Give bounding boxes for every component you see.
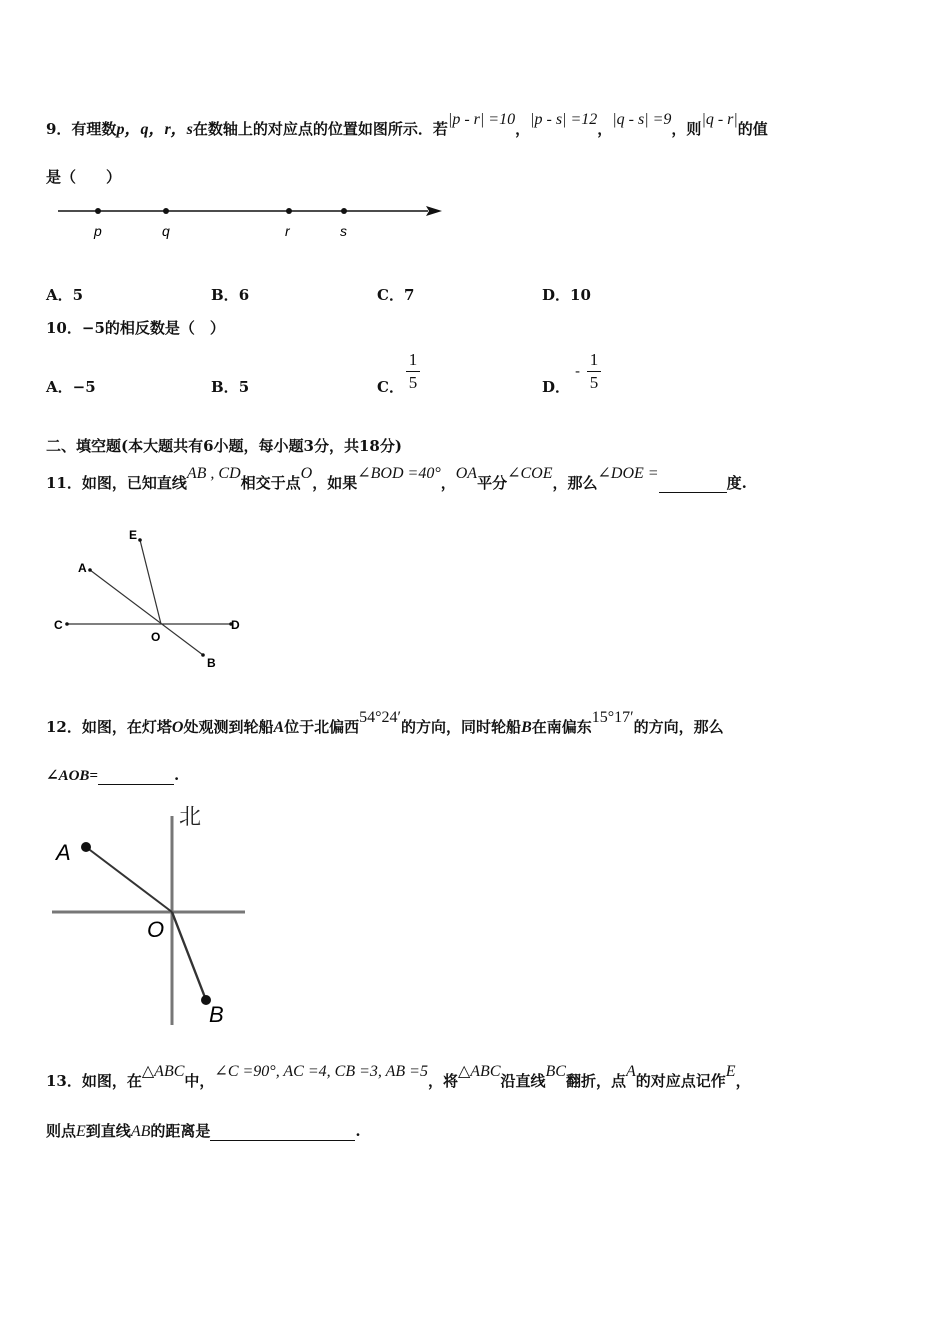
q12-answer-blank[interactable] xyxy=(98,770,174,785)
q9-option-c[interactable]: C．7 xyxy=(377,286,415,304)
fig12-label-b: B xyxy=(209,1002,224,1027)
label-r: r xyxy=(285,223,290,239)
fig11-label-b: B xyxy=(207,656,216,670)
q12-figure xyxy=(48,800,258,1035)
point-s xyxy=(341,208,347,214)
q11-answer-blank[interactable] xyxy=(659,478,727,493)
section-2-title: 二、填空题(本大题共有6小题，每小题3分，共18分) xyxy=(46,437,402,455)
q10-option-c[interactable]: C． xyxy=(377,378,404,396)
q12-stem: 12．如图，在灯塔O处观测到轮船A位于北偏西54°24′的方向，同时轮船B在南偏东15°17′的方向，那么 xyxy=(46,709,724,736)
fig11-label-c: C xyxy=(54,618,63,632)
fig11-label-a: A xyxy=(78,561,87,575)
number-line-figure xyxy=(50,198,450,246)
q9-option-d[interactable]: D．10 xyxy=(542,286,591,304)
q12-stem-line2: ∠AOB= . xyxy=(46,766,180,784)
fig12-label-o: O xyxy=(147,917,165,942)
fig11-label-o: O xyxy=(151,630,161,644)
fig12-label-north: 北 xyxy=(179,804,202,829)
label-s: s xyxy=(340,223,347,239)
q13-stem: 13．如图，在△ABC中，∠C =90°, AC =4, CB =3, AB =5，将△ABC沿直线BC翻折，点A的对应点记作E， xyxy=(46,1063,751,1090)
q9-stem: 9．有理数p，q，r，s在数轴上的对应点的位置如图所示．若|p - r| =10，|p - s| =12，|q - s| =9，则|q - r|的值 xyxy=(46,111,768,138)
q11-figure xyxy=(50,525,260,675)
q10-option-d-sign: - xyxy=(575,362,581,380)
q10-option-a[interactable]: A．−5 xyxy=(46,378,96,396)
fig11-label-e: E xyxy=(129,528,138,542)
number-line-arrow xyxy=(426,206,442,216)
point-r xyxy=(286,208,292,214)
fig12-label-a: A xyxy=(56,840,71,865)
q10-option-b[interactable]: B．5 xyxy=(211,378,250,396)
q10-option-d-fraction: 1 5 xyxy=(587,350,601,393)
q10-option-c-fraction: 1 5 xyxy=(406,350,420,393)
q10-stem: 10．−5的相反数是（ ） xyxy=(46,319,225,337)
q11-stem: 11．如图，已知直线AB , CD相交于点O，如果∠BOD =40°，OA平分∠COE，那么∠DOE =度. xyxy=(46,465,747,492)
fig11-label-d: D xyxy=(231,618,240,632)
q9-option-a[interactable]: A．5 xyxy=(46,286,84,304)
q10-option-d[interactable]: D． xyxy=(542,378,571,396)
q13-answer-blank[interactable] xyxy=(210,1126,355,1141)
q9-stem-line2: 是（ ） xyxy=(46,168,122,186)
q9-option-b[interactable]: B．6 xyxy=(211,286,250,304)
q13-stem-line2: 则点E到直线AB的距离是 . xyxy=(46,1122,361,1140)
label-q: q xyxy=(162,223,170,239)
point-q xyxy=(163,208,169,214)
point-p xyxy=(95,208,101,214)
label-p: p xyxy=(94,223,102,239)
